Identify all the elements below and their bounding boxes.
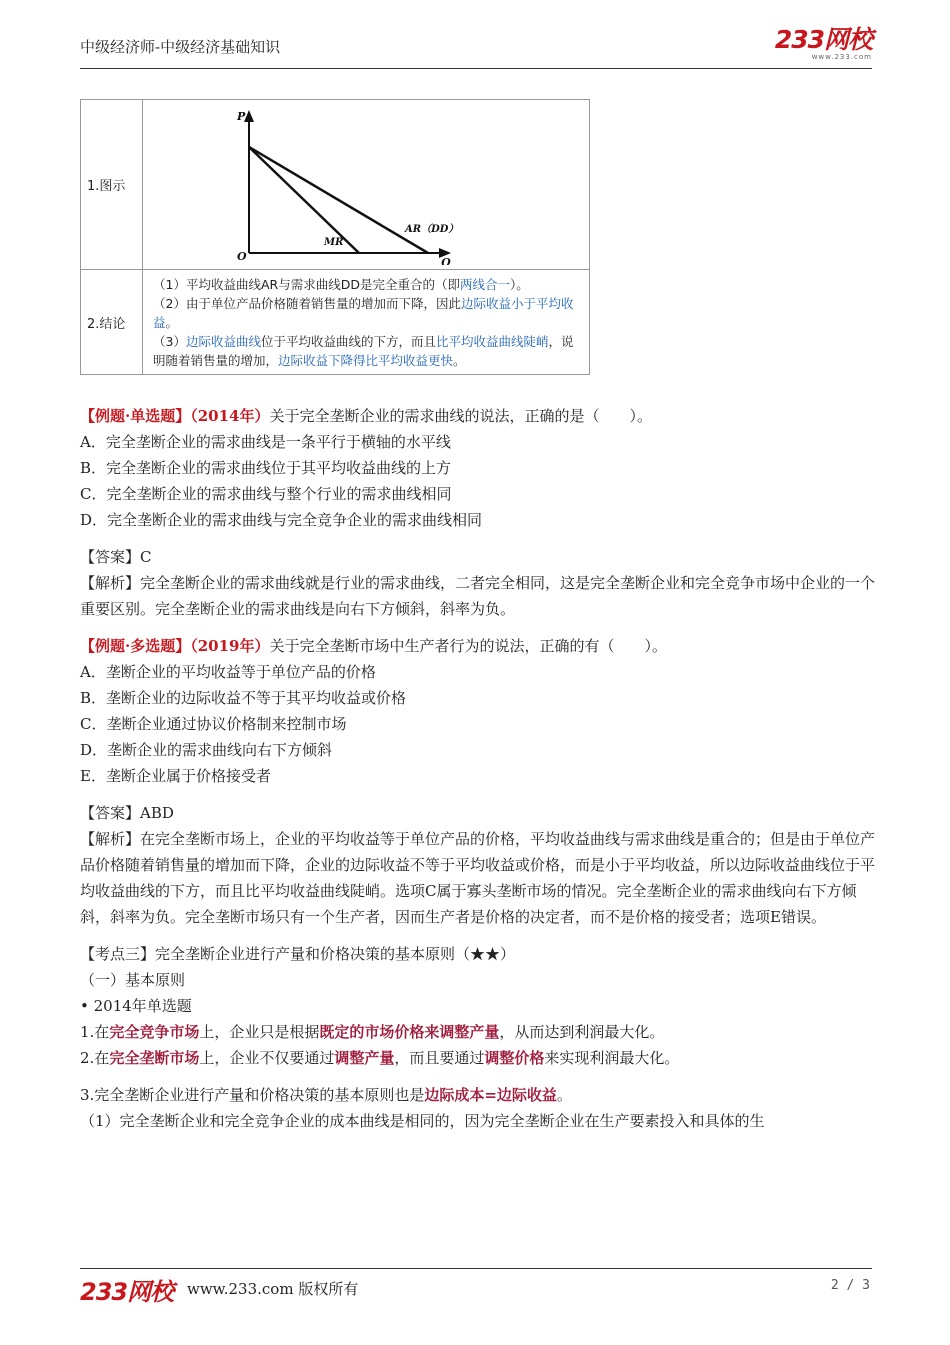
logo-text: 233网校 — [774, 25, 872, 54]
footer-logo: 233网校 — [80, 1278, 174, 1306]
conclusion-cell — [143, 270, 590, 375]
page-number: 2 / 3 — [830, 1278, 870, 1293]
q1-option-a: A．完全垄断企业的需求曲线是一条平行于横轴的水平线 — [80, 433, 451, 451]
q1-option-d: D．完全垄断企业的需求曲线与完全竞争企业的需求曲线相同 — [80, 511, 483, 529]
kaodian-bullet: • 2014年单选题 — [80, 997, 192, 1015]
y-axis-arrow — [244, 110, 254, 122]
q1-analysis: 【解析】完全垄断企业的需求曲线就是行业的需求曲线，二者完全相同，这是完全垄断企业和完全竞争市场中企业的一个重要区别。完全垄断企业的需求曲线是向右下方倾斜，斜率为负。 — [80, 574, 876, 618]
principle-3: 3.完全垄断企业进行产量和价格决策的基本原则也是边际成本=边际收益。 — [80, 1086, 572, 1104]
q2-option-a: A．垄断企业的平均收益等于单位产品的价格 — [80, 663, 376, 681]
principle-3-1: （1）完全垄断企业和完全竞争企业的成本曲线是相同的，因为完全垄断企业在生产要素投入和具体的生 — [80, 1112, 765, 1130]
row-label-figure: 1.图示 — [81, 100, 143, 270]
q2-answer: 【答案】ABD — [80, 804, 174, 822]
conclusion-3: （3）边际收益曲线位于平均收益曲线的下方，而且比平均收益曲线陡峭，说明随着销售量的增加，边际收益下降得比平均收益更快。 — [153, 333, 574, 368]
q2-analysis: 【解析】在完全垄断市场上，企业的平均收益等于单位产品的价格，平均收益曲线与需求曲线是重合的；但是由于单位产品价格随着销售量的增加而下降，企业的边际收益不等于平均收益或价格，而是小于平均收益，所以边际收益曲线位于平均收益曲线的下方，而且比平均收益曲线陡峭。选项C属于寡头垄断市场的情况。完全垄断企业的需求曲线向右下方倾斜，斜率为负。完全垄断市场只有一个生产者，因而生产者是价格的决定者，而不是价格的接受者；选项E错误。 — [80, 830, 876, 926]
kaodian-subtitle: （一）基本原则 — [80, 971, 186, 989]
main-content — [80, 403, 875, 1134]
ar-dd-label: AR（DD） — [405, 224, 459, 235]
q2-option-b: B．垄断企业的边际收益不等于其平均收益或价格 — [80, 689, 407, 707]
footer-copyright: www.233.com 版权所有 — [187, 1280, 359, 1298]
demand-curve-chart — [143, 100, 589, 265]
q1-answer: 【答案】C — [80, 548, 152, 566]
conclusion-1: （1）平均收益曲线AR与需求曲线DD是完全重合的（即两线合一）。 — [153, 276, 529, 292]
origin-label: O — [237, 250, 247, 263]
figure-table — [80, 99, 590, 375]
row-label-conclusion: 2.结论 — [81, 270, 143, 375]
principle-2: 2.在完全垄断市场上，企业不仅要通过调整产量，而且要通过调整价格来实现利润最大化。 — [80, 1049, 680, 1067]
q-axis-label: Q — [441, 256, 451, 265]
q1-stem: 【例题·单选题】（2014年）关于完全垄断企业的需求曲线的说法，正确的是（ ）。 — [80, 407, 652, 425]
header-title: 中级经济师-中级经济基础知识 — [80, 38, 281, 56]
demand-curve-figure — [143, 100, 590, 270]
header-divider — [80, 68, 872, 69]
p-axis-label: P — [237, 110, 246, 123]
q2-stem: 【例题·多选题】（2019年）关于完全垄断市场中生产者行为的说法，正确的有（ ）。 — [80, 637, 667, 655]
q2-option-e: E．垄断企业属于价格接受者 — [80, 767, 271, 785]
mr-label: MR — [324, 237, 344, 248]
kaodian-title: 【考点三】完全垄断企业进行产量和价格决策的基本原则（★★） — [80, 945, 516, 963]
conclusion-2: （2）由于单位产品价格随着销售量的增加而下降，因此边际收益小于平均收益。 — [153, 295, 574, 330]
q2-option-c: C．垄断企业通过协议价格制来控制市场 — [80, 715, 347, 733]
q1-option-c: C．完全垄断企业的需求曲线与整个行业的需求曲线相同 — [80, 485, 452, 503]
q2-option-d: D．垄断企业的需求曲线向右下方倾斜 — [80, 741, 333, 759]
logo-url: www.233.com — [811, 53, 872, 61]
header-logo — [775, 27, 872, 61]
principle-1: 1.在完全竞争市场上，企业只是根据既定的市场价格来调整产量，从而达到利润最大化。 — [80, 1023, 665, 1041]
q1-option-b: B．完全垄断企业的需求曲线位于其平均收益曲线的上方 — [80, 459, 452, 477]
footer-divider — [80, 1268, 872, 1269]
